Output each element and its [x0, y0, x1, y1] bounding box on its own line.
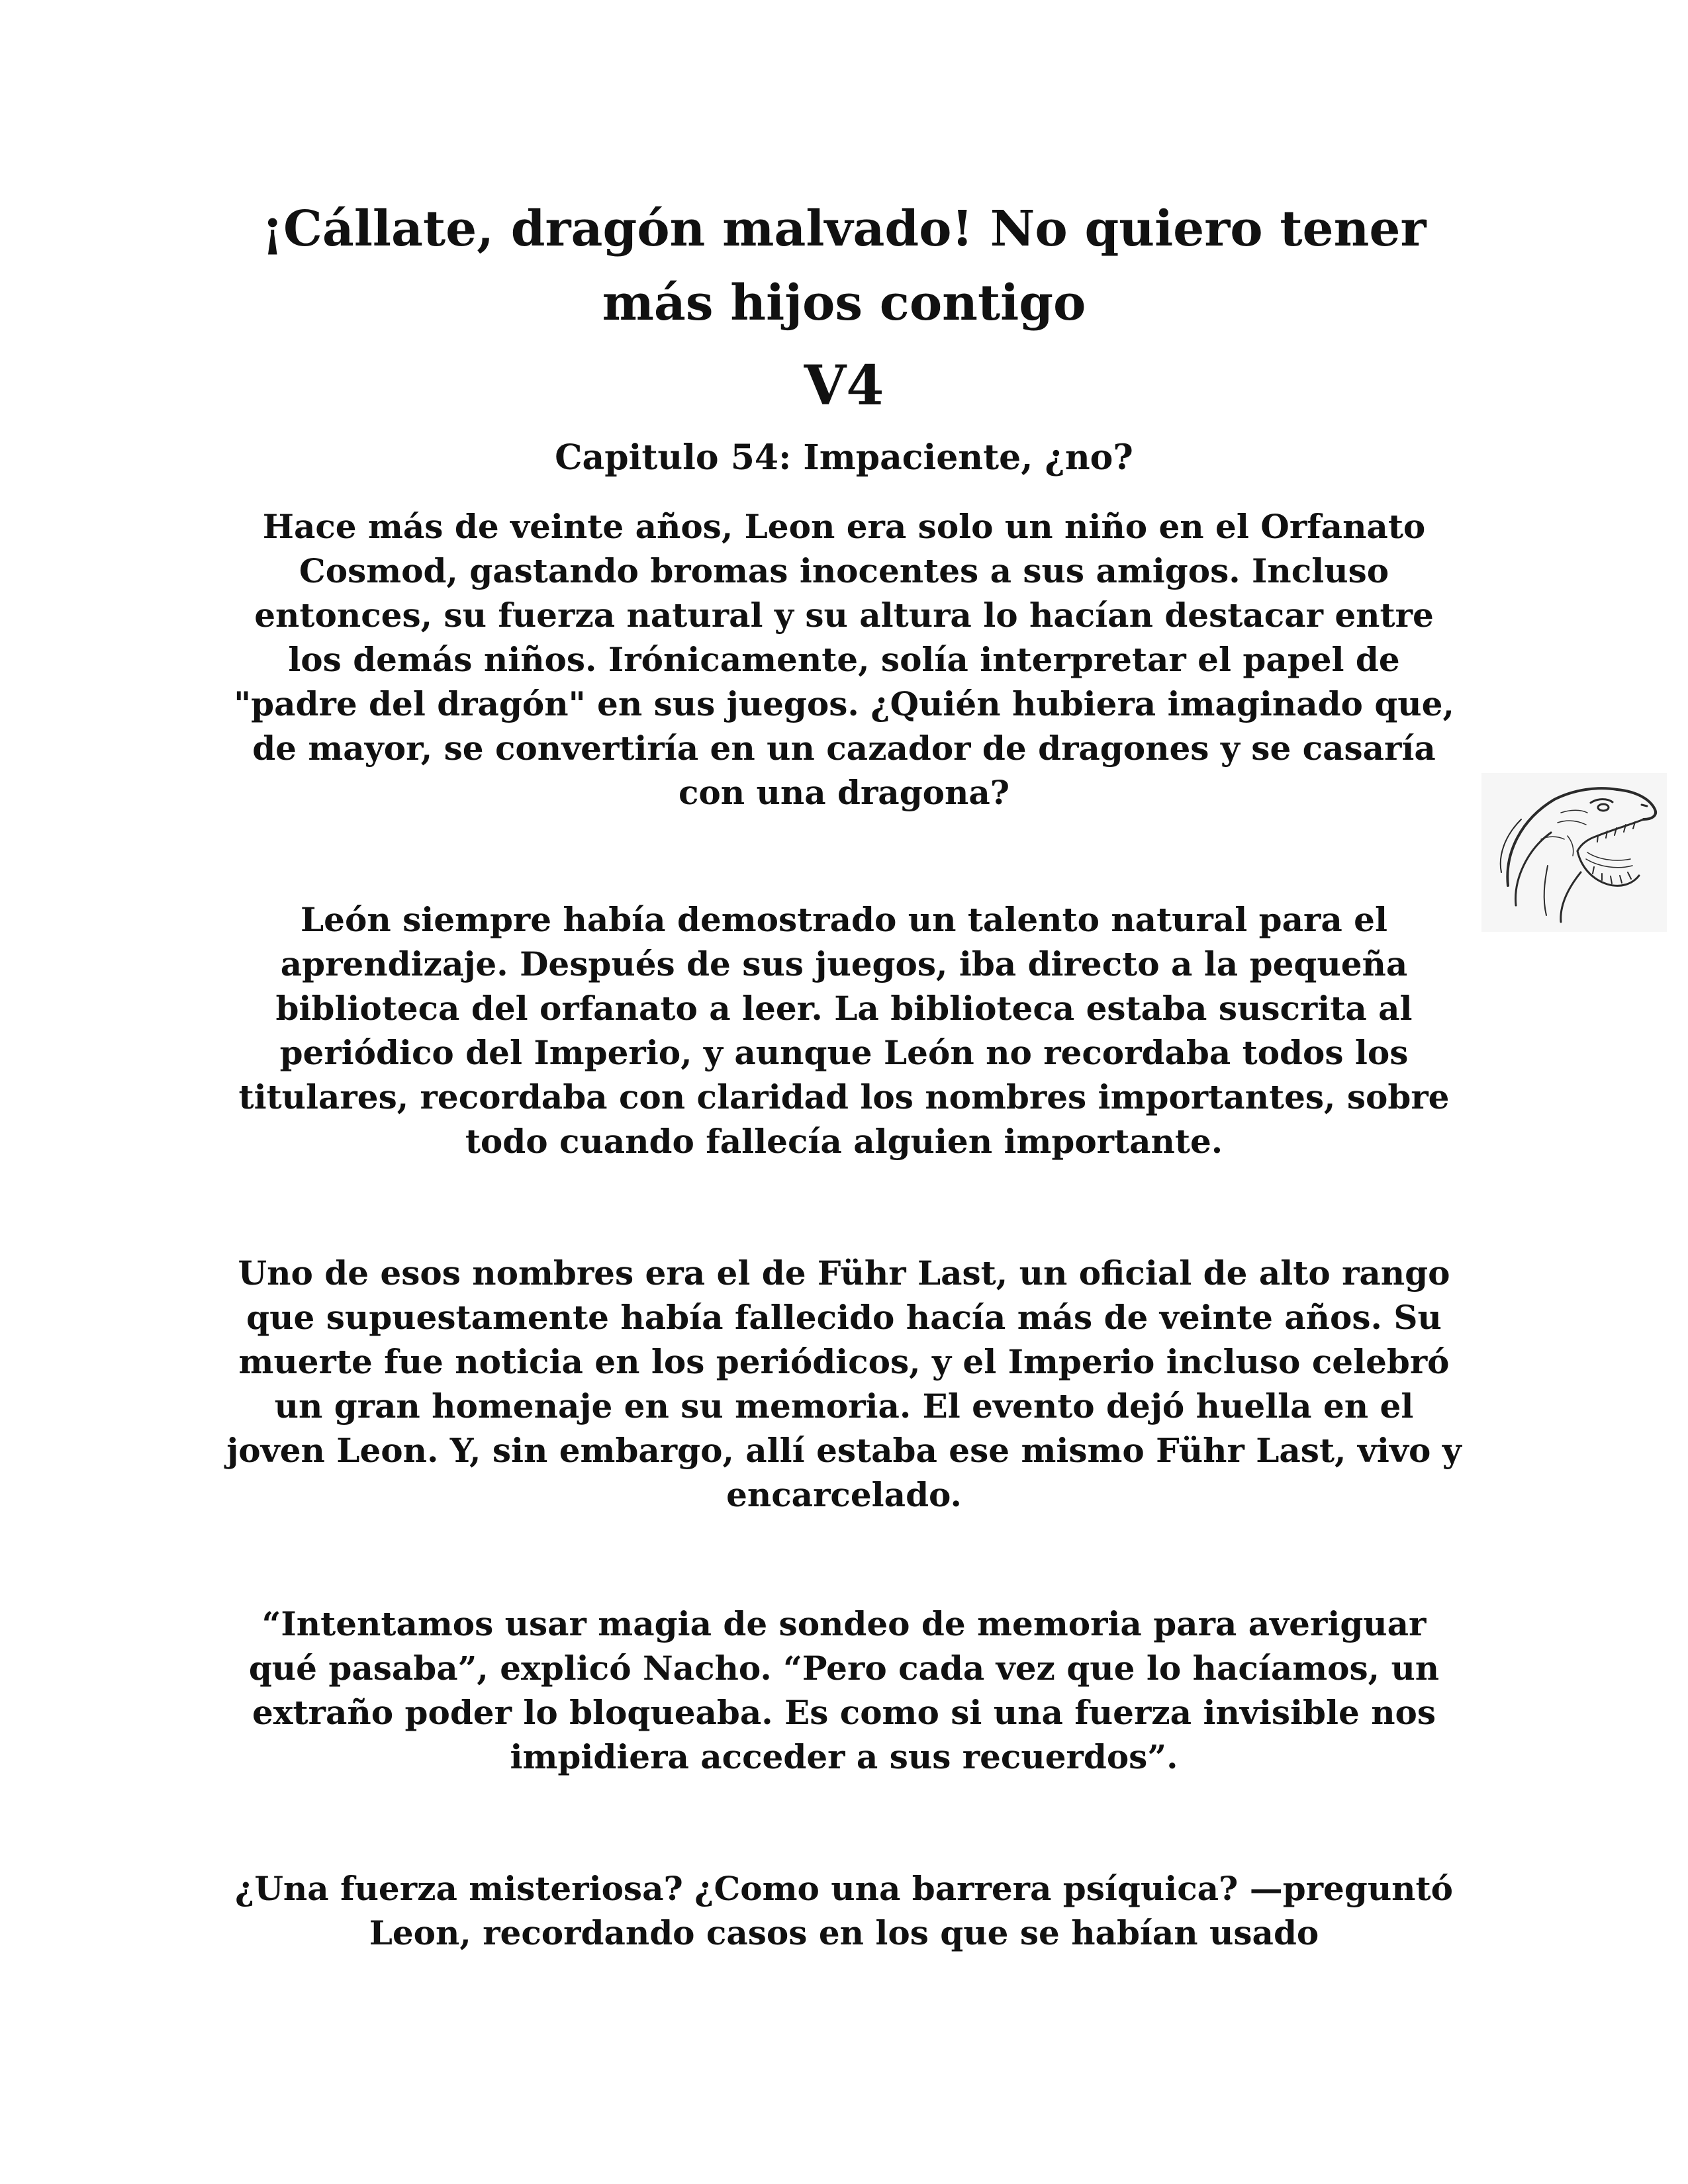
paragraph-1: Hace más de veinte años, Leon era solo un niño en el Orfanato Cosmod, gastando bromas inocentes a sus amigos. Incluso entonces, su fuerza natural y su altura lo hacían destacar entre los demás niños. Irónicamente, solía interpretar el papel de "padre del dragón" en sus juegos. ¿Quién hubiera imaginado que, de mayor, se convertiría en un cazador de dragones y se casaría con una dragona?: [234, 507, 1454, 812]
title-line-1: ¡Cállate, dragón malvado! No quiero tener: [261, 201, 1427, 257]
document-title: [199, 192, 1489, 340]
volume-label: V4: [804, 354, 884, 418]
chapter-heading: Capitulo 54: Impaciente, ¿no?: [555, 437, 1133, 478]
paragraph-4: “Intentamos usar magia de sondeo de memoria para averiguar qué pasaba”, explicó Nacho. “Pero cada vez que lo hacíamos, un extraño poder lo bloqueaba. Es como si una fuerza invisible nos impidiera acceder a sus recuerdos”.: [248, 1604, 1440, 1776]
title-line-2: más hijos contigo: [602, 275, 1086, 332]
paragraph-2: León siempre había demostrado un talento natural para el aprendizaje. Después de sus juegos, iba directo a la pequeña biblioteca del orfanato a leer. La biblioteca estaba suscrita al periódico del Imperio, y aunque León no recordaba todos los titulares, recordaba con claridad los nombres importantes, sobre todo cuando fallecía alguien importante.: [238, 900, 1450, 1161]
dragon-head-sketch-icon: [1481, 773, 1667, 932]
paragraph-5: ¿Una fuerza misteriosa? ¿Como una barrera psíquica? —preguntó Leon, recordando casos en los que se habían usado: [235, 1869, 1453, 1952]
paragraph-3: Uno de esos nombres era el de Führ Last, un oficial de alto rango que supuestamente había fallecido hacía más de veinte años. Su muerte fue noticia en los periódicos, y el Imperio incluso celebró un gran homenaje en su memoria. El evento dejó huella en el joven Leon. Y, sin embargo, allí estaba ese mismo Führ Last, vivo y encarcelado.: [226, 1253, 1462, 1514]
